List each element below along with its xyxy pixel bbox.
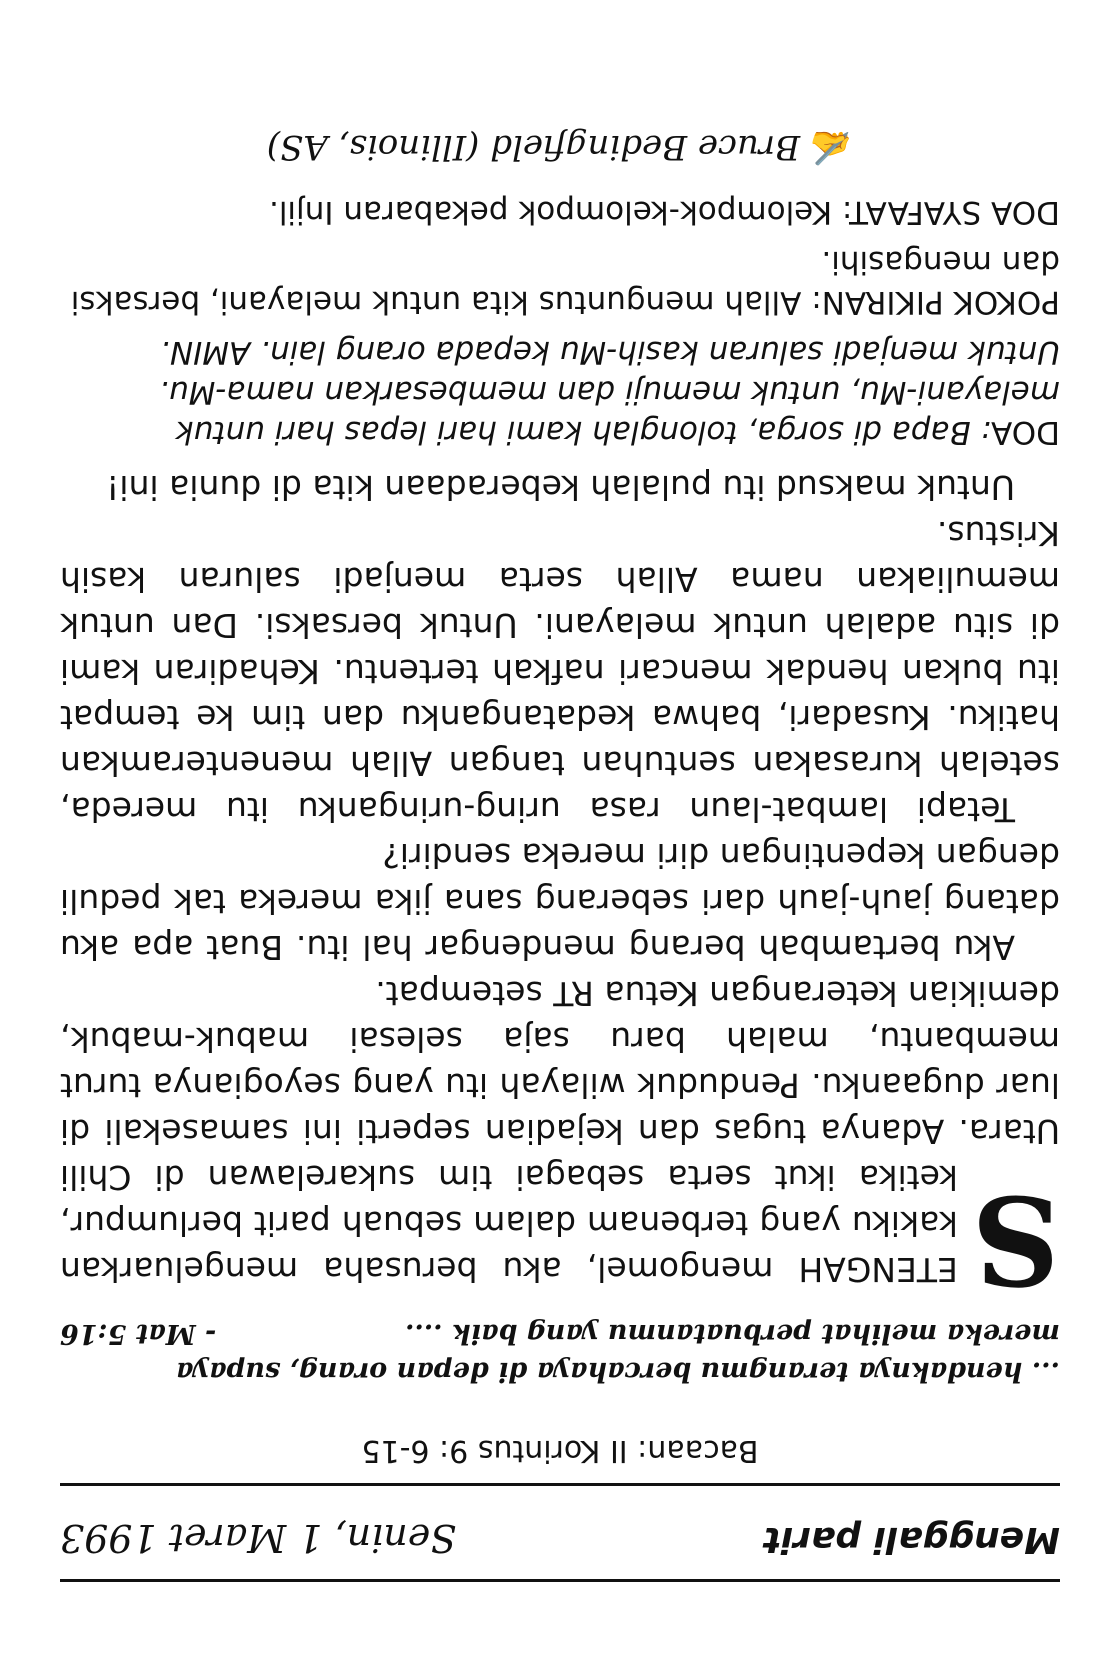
pen-icon: ✍ [810,127,854,167]
key-thought-label: POKOK PIKIRAN [821,284,1060,320]
intercession: DOA SYAFAAT: Kelompok-kelompok pekabaran Injil. [268,194,1060,230]
author-line [60,124,1060,170]
article-body [60,124,1060,1312]
paragraph-2: Aku bertambah berang mendengar hal itu. Buat apa aku datang jauh-jauh dari seberang sana jika mereka tak peduli dengan kepentingan diri mereka sendiri? [60,836,1060,967]
paragraph-4: Untuk maksud itu pulalah keberadaan kita di dunia ini! [106,468,1015,507]
intercession-text: Kelompok-kelompok pekabaran Injil. [268,194,833,230]
paragraph-3: Tetapi lambat-laun rasa uring-uringanku itu mereda, setelah kurasakan sentuhan tangan Allah menenteramkan hatiku. Kusadari, bahwa kedatanganku dan tim ke tempat itu bukan hendak mencari nafkah tertentu. Kehadiran kami di situ adalah untuk melayani. Untuk bersaksi. Dan untuk memuliakan nama Allah serta menjadi saluran kasih Kristus. [60,514,1060,829]
author-name: Bruce Bedingfield (Illinois, AS) [266,127,801,167]
page-title: Menggali parit [763,1519,1060,1560]
key-thought: POKOK PIKIRAN: Allah menguntus kita untuk melayani, bersaksi dan mengasihi. [70,244,1060,320]
top-rule [60,1579,1060,1582]
paragraph-1-text: ETENGAH mengomel, aku berusaha mengeluarkan kakiku yang terbenam dalam sebuah parit berlumpur, ketika ikut serta sebagai tim sukarelawan di Chili Utara. Adanya tugas dan kejadian seperti ini samasekali di luar dugaanku. Penduduk wilayah itu yang seyogianya turut membantu, malah baru saja selesai mabuk-mabuk, demikian keterangan Ketua RT setempat. [60,974,1060,1289]
key-verse-text: ... hendaknya terangmu bercahaya di depan orang, supaya mereka melihat perbuatanmu yang baik .... [175,1318,1060,1387]
prayer: DOA: Bapa di sorga, tolonglah kami hari lepas hari untuk melayani-Mu, untuk memuji dan membesarkan nama-Mu. Untuk menjadi saluran kasih-Mu kepada orang lain. AMIN. [159,334,1060,450]
key-thought-text: Allah menguntus kita untuk melayani, bersaksi dan mengasihi. [70,244,1060,320]
drop-cap: S [971,1168,1060,1312]
intercession-label: DOA SYAFAAT [852,194,1060,230]
page-date: Senin, 1 Maret 1993 [60,1516,457,1560]
paragraph-1 [60,970,1060,1312]
prayer-text: Bapa di sorga, tolonglah kami hari lepas hari untuk melayani-Mu, untuk memuji dan membesarkan nama-Mu. Untuk menjadi saluran kasih-Mu kepada orang lain. AMIN. [159,334,1060,450]
prayer-label: DOA [991,414,1060,450]
reading-reference: Bacaan: II Korintus 9: 6-15 [361,1433,759,1468]
key-verse-ref: - Mat 5:16 [60,1318,217,1349]
key-verse [60,1314,1060,1390]
header-rule [60,1483,1060,1486]
